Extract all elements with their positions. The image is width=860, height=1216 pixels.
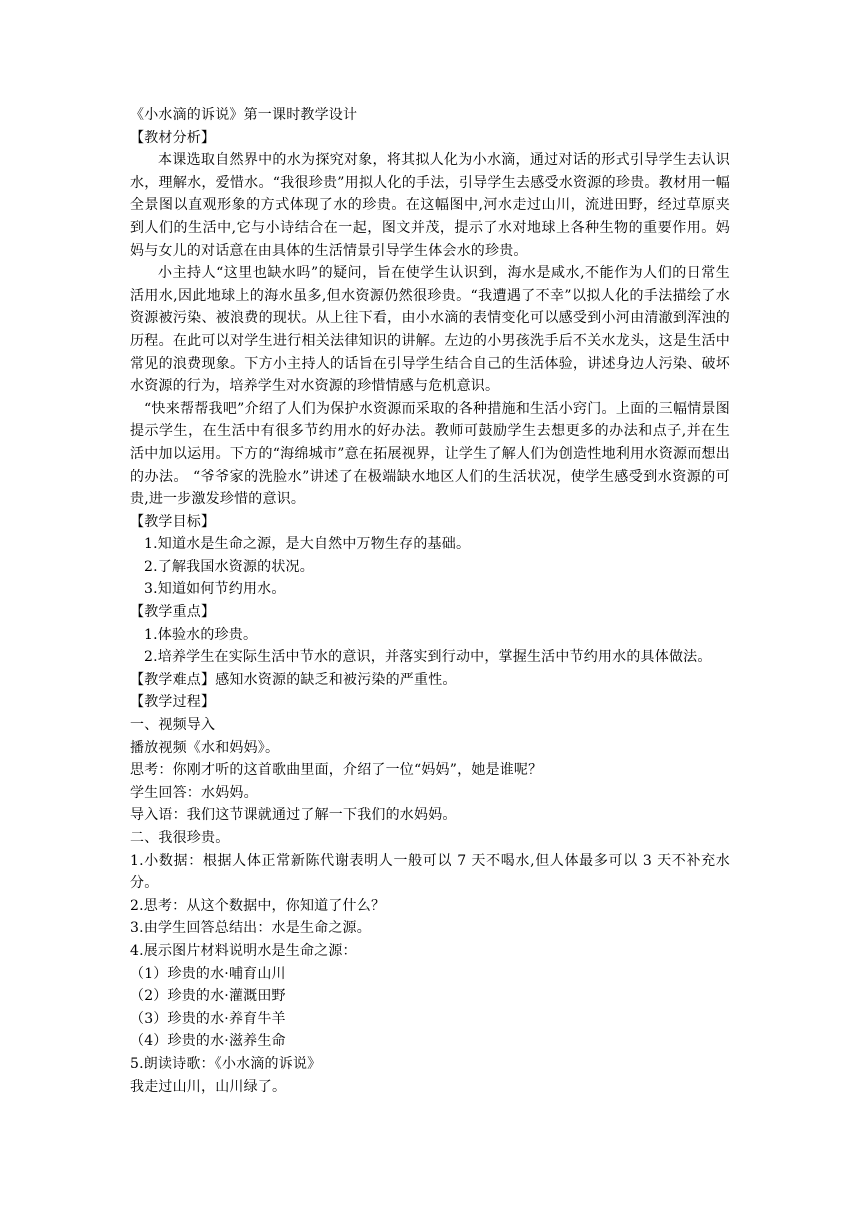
analysis-heading: 【教材分析】 xyxy=(130,129,216,146)
process-line: （4）珍贵的水·滋养生命 xyxy=(130,1033,286,1050)
process-line: 4.展示图片材料说明水是生命之源： xyxy=(130,942,357,959)
process-line: （3）珍贵的水·养育牛羊 xyxy=(130,1010,286,1027)
document-title: 《小水滴的诉说》第一课时教学设计 xyxy=(130,107,358,123)
difficulty-text: 感知水资源的缺乏和被污染的严重性。 xyxy=(215,671,457,688)
goal-item: 1.知道水是生命之源，是大自然中万物生存的基础。 xyxy=(144,536,471,553)
key-points-heading: 【教学重点】 xyxy=(130,604,216,621)
difficulty-heading: 【教学难点】 xyxy=(130,671,216,688)
process-line: 思考：你刚才听的这首歌曲里面，介绍了一位“妈妈”，她是谁呢？ xyxy=(130,762,543,779)
process-line: 3.由学生回答总结出：水是生命之源。 xyxy=(130,920,371,937)
goal-item: 2.了解我国水资源的状况。 xyxy=(144,558,314,575)
process-line: 学生回答：水妈妈。 xyxy=(130,784,258,801)
process-line: 2.思考：从这个数据中，你知道了什么？ xyxy=(130,897,386,914)
process-line: （1）珍贵的水·哺育山川 xyxy=(130,965,286,982)
goals-heading: 【教学目标】 xyxy=(130,513,216,530)
process-heading: 【教学过程】 xyxy=(130,694,216,711)
process-line: 导入语：我们这节课就通过了解一下我们的水妈妈。 xyxy=(130,807,457,824)
key-point-item: 2.培养学生在实际生活中节水的意识，并落实到行动中，掌握生活中节约用水的具体做法。 xyxy=(144,649,712,666)
process-line: 5.朗读诗歌：《小水滴的诉说》 xyxy=(130,1055,322,1072)
process-line: 一、视频导入 xyxy=(130,717,216,734)
process-line: 二、我很珍贵。 xyxy=(130,830,230,846)
key-point-item: 1.体验水的珍贵。 xyxy=(144,626,258,643)
analysis-paragraph-3: “快来帮帮我吧”介绍了人们为保护水资源而采取的各种措施和生活小窍门。上面的三幅情景图提示学生，在生活中有很多节约用水的好办法。教师可鼓励学生去想更多的办法和点子,并在生活中加以运用。下方的“海绵城市”意在拓展视界，让学生了解人们为创造性地利用水资源而想出的办法。 “爷爷家的洗脸水”讲述了在极端缺水地区人们的生活状况，使学生感受到水资源的可贵,进一步激发珍惜的意识。 xyxy=(130,400,730,508)
analysis-paragraph-2: 小主持人“这里也缺水吗”的疑问，旨在使学生认识到，海水是咸水,不能作为人们的日常生活用水,因此地球上的海水虽多,但水资源仍然很珍贵。“我遭遇了不幸”以拟人化的手法描绘了水资源被污染、被浪费的现状。从上往下看，由小水滴的表情变化可以感受到小河由清澈到浑浊的历程。在此可以对学生进行相关法律知识的讲解。左边的小男孩洗手后不关水龙头，这是生活中常见的浪费现象。下方小主持人的话旨在引导学生结合自己的生活体验，讲述身边人污染、破坏水资源的行为，培养学生对水资源的珍惜情感与危机意识。 xyxy=(130,265,730,395)
difficulty-line xyxy=(130,669,730,692)
document-page xyxy=(130,104,730,1098)
analysis-paragraph-1: 本课选取自然界中的水为探究对象，将其拟人化为小水滴，通过对话的形式引导学生去认识水，理解水，爱惜水。“我很珍贵”用拟人化的手法，引导学生去感受水资源的珍贵。教材用一幅全景图以直观形象的方式体现了水的珍贵。在这幅图中,河水走过山川，流进田野，经过草原夹到人们的生活中,它与小诗结合在一起，图文并茂，提示了水对地球上各种生物的重要作用。妈妈与女儿的对话意在由具体的生活情景引导学生体会水的珍贵。 xyxy=(130,152,730,259)
goal-item: 3.知道如何节约用水。 xyxy=(144,581,286,598)
process-line: 1.小数据：根据人体正常新陈代谢表明人一般可以 7 天不喝水,但人体最多可以 3 天不补充水分。 xyxy=(130,852,730,892)
process-line: （2）珍贵的水·灌溉田野 xyxy=(130,988,286,1005)
process-line: 我走过山川，山川绿了。 xyxy=(130,1078,287,1095)
process-line: 播放视频《水和妈妈》。 xyxy=(130,739,280,756)
